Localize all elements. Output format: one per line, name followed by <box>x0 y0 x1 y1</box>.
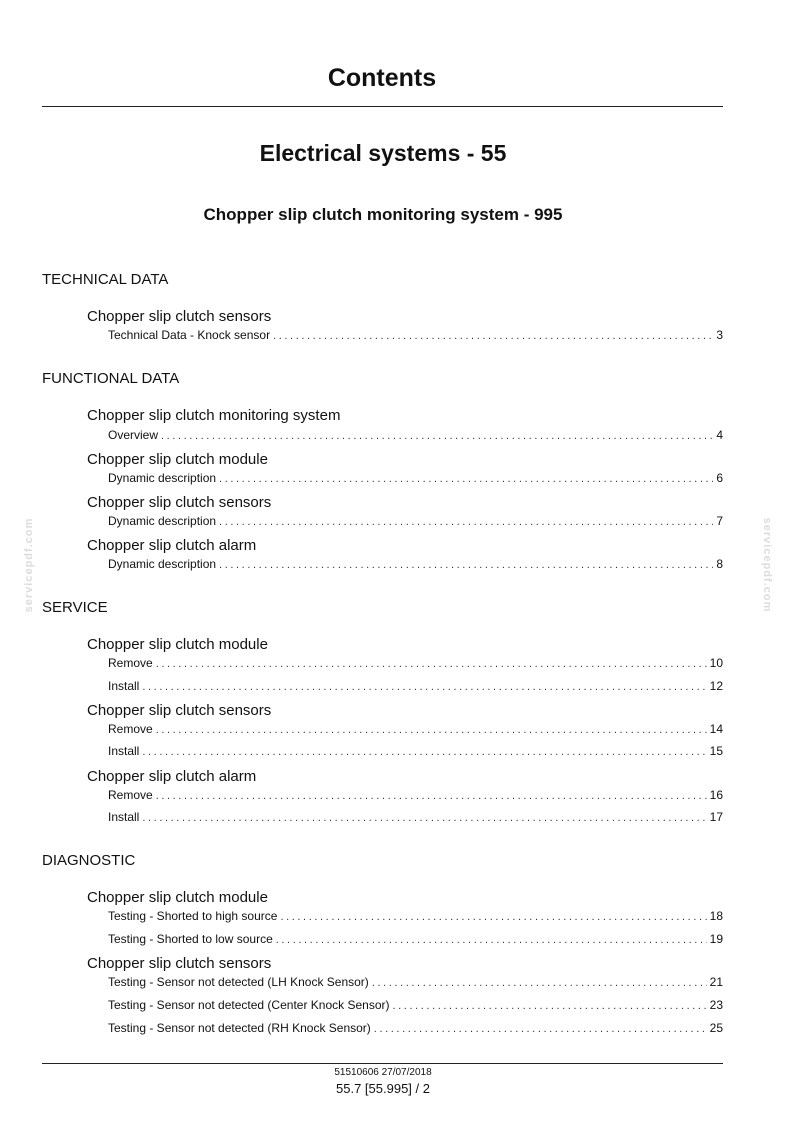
toc-entry-label: Dynamic description <box>108 514 217 528</box>
toc-entry-page: 8 <box>716 557 723 571</box>
dot-leader <box>142 812 706 824</box>
toc-entry-page: 19 <box>709 932 723 946</box>
toc-entry-page: 15 <box>709 744 723 758</box>
toc-entry-label: Overview <box>108 428 159 442</box>
dot-leader <box>280 911 706 923</box>
toc-group-title: Chopper slip clutch sensors <box>87 308 272 325</box>
toc-entry-label: Dynamic description <box>108 557 217 571</box>
dot-leader <box>219 473 713 485</box>
section-heading-service: SERVICE <box>42 599 108 616</box>
toc-entry-page: 23 <box>709 998 723 1012</box>
toc-entry[interactable] <box>108 744 723 760</box>
toc-entry[interactable] <box>108 328 723 344</box>
toc-entry-label: Testing - Sensor not detected (LH Knock Sensor) <box>108 975 369 989</box>
toc-entry[interactable] <box>108 722 723 738</box>
dot-leader <box>273 330 713 342</box>
toc-group-title: Chopper slip clutch monitoring system <box>87 407 341 424</box>
dot-leader <box>219 516 713 528</box>
toc-entry-label: Testing - Sensor not detected (RH Knock Sensor) <box>108 1021 371 1035</box>
chapter-title: Electrical systems - 55 <box>259 140 507 166</box>
page-title: Contents <box>327 64 437 92</box>
dot-leader <box>161 430 713 442</box>
section-heading-functional-data: FUNCTIONAL DATA <box>42 370 180 387</box>
dot-leader <box>374 1023 707 1035</box>
toc-entry-label: Testing - Shorted to high source <box>108 909 278 923</box>
toc-entry[interactable] <box>108 810 723 826</box>
toc-entry-label: Dynamic description <box>108 471 217 485</box>
toc-entry-label: Install <box>108 679 140 693</box>
toc-entry-label: Remove <box>108 722 153 736</box>
toc-entry-page: 12 <box>709 679 723 693</box>
toc-entry[interactable] <box>108 428 723 444</box>
system-title: Chopper slip clutch monitoring system - 995 <box>203 205 563 224</box>
toc-group-title: Chopper slip clutch module <box>87 636 268 653</box>
dot-leader <box>142 746 706 758</box>
toc-entry-page: 16 <box>709 788 723 802</box>
dot-leader <box>156 790 707 802</box>
toc-entry-label: Install <box>108 810 140 824</box>
footer-doc-code: 51510606 27/07/2018 <box>334 1067 432 1078</box>
toc-group-title: Chopper slip clutch sensors <box>87 494 272 511</box>
toc-group-title: Chopper slip clutch alarm <box>87 768 257 785</box>
dot-leader <box>219 559 713 571</box>
section-heading-technical-data: TECHNICAL DATA <box>42 271 169 288</box>
toc-entry-label: Remove <box>108 656 153 670</box>
toc-entry-label: Remove <box>108 788 153 802</box>
toc-group-title: Chopper slip clutch alarm <box>87 537 257 554</box>
toc-group-title: Chopper slip clutch module <box>87 889 268 906</box>
toc-entry[interactable] <box>108 656 723 672</box>
toc-entry-page: 25 <box>709 1021 723 1035</box>
footer-divider <box>42 1063 723 1064</box>
toc-entry[interactable] <box>108 909 723 925</box>
toc-group-title: Chopper slip clutch module <box>87 451 268 468</box>
toc-entry-page: 3 <box>716 328 723 342</box>
footer-page-ref: 55.7 [55.995] / 2 <box>336 1081 430 1096</box>
toc-entry[interactable] <box>108 557 723 573</box>
toc-entry[interactable] <box>108 471 723 487</box>
dot-leader <box>372 977 707 989</box>
title-divider <box>42 106 723 107</box>
toc-entry-page: 21 <box>709 975 723 989</box>
dot-leader <box>392 1000 706 1012</box>
toc-entry-page: 17 <box>709 810 723 824</box>
toc-entry-label: Install <box>108 744 140 758</box>
dot-leader <box>156 658 707 670</box>
toc-entry-label: Testing - Sensor not detected (Center Knock Sensor) <box>108 998 390 1012</box>
toc-entry[interactable] <box>108 514 723 530</box>
toc-entry[interactable] <box>108 679 723 695</box>
toc-entry-page: 4 <box>716 428 723 442</box>
toc-entry-page: 7 <box>716 514 723 528</box>
section-heading-diagnostic: DIAGNOSTIC <box>42 852 136 869</box>
toc-entry[interactable] <box>108 788 723 804</box>
dot-leader <box>276 934 707 946</box>
watermark-left: servicepdf.com <box>23 517 35 613</box>
toc-entry[interactable] <box>108 975 723 991</box>
toc-entry[interactable] <box>108 998 723 1014</box>
toc-entry-page: 6 <box>716 471 723 485</box>
toc-entry-label: Technical Data - Knock sensor <box>108 328 271 342</box>
dot-leader <box>142 681 706 693</box>
watermark-right: servicepdf.com <box>761 517 773 613</box>
dot-leader <box>156 724 707 736</box>
toc-entry[interactable] <box>108 932 723 948</box>
toc-entry-label: Testing - Shorted to low source <box>108 932 273 946</box>
toc-group-title: Chopper slip clutch sensors <box>87 955 272 972</box>
toc-group-title: Chopper slip clutch sensors <box>87 702 272 719</box>
toc-entry-page: 10 <box>709 656 723 670</box>
toc-entry-page: 18 <box>709 909 723 923</box>
toc-entry-page: 14 <box>709 722 723 736</box>
toc-entry[interactable] <box>108 1021 723 1037</box>
